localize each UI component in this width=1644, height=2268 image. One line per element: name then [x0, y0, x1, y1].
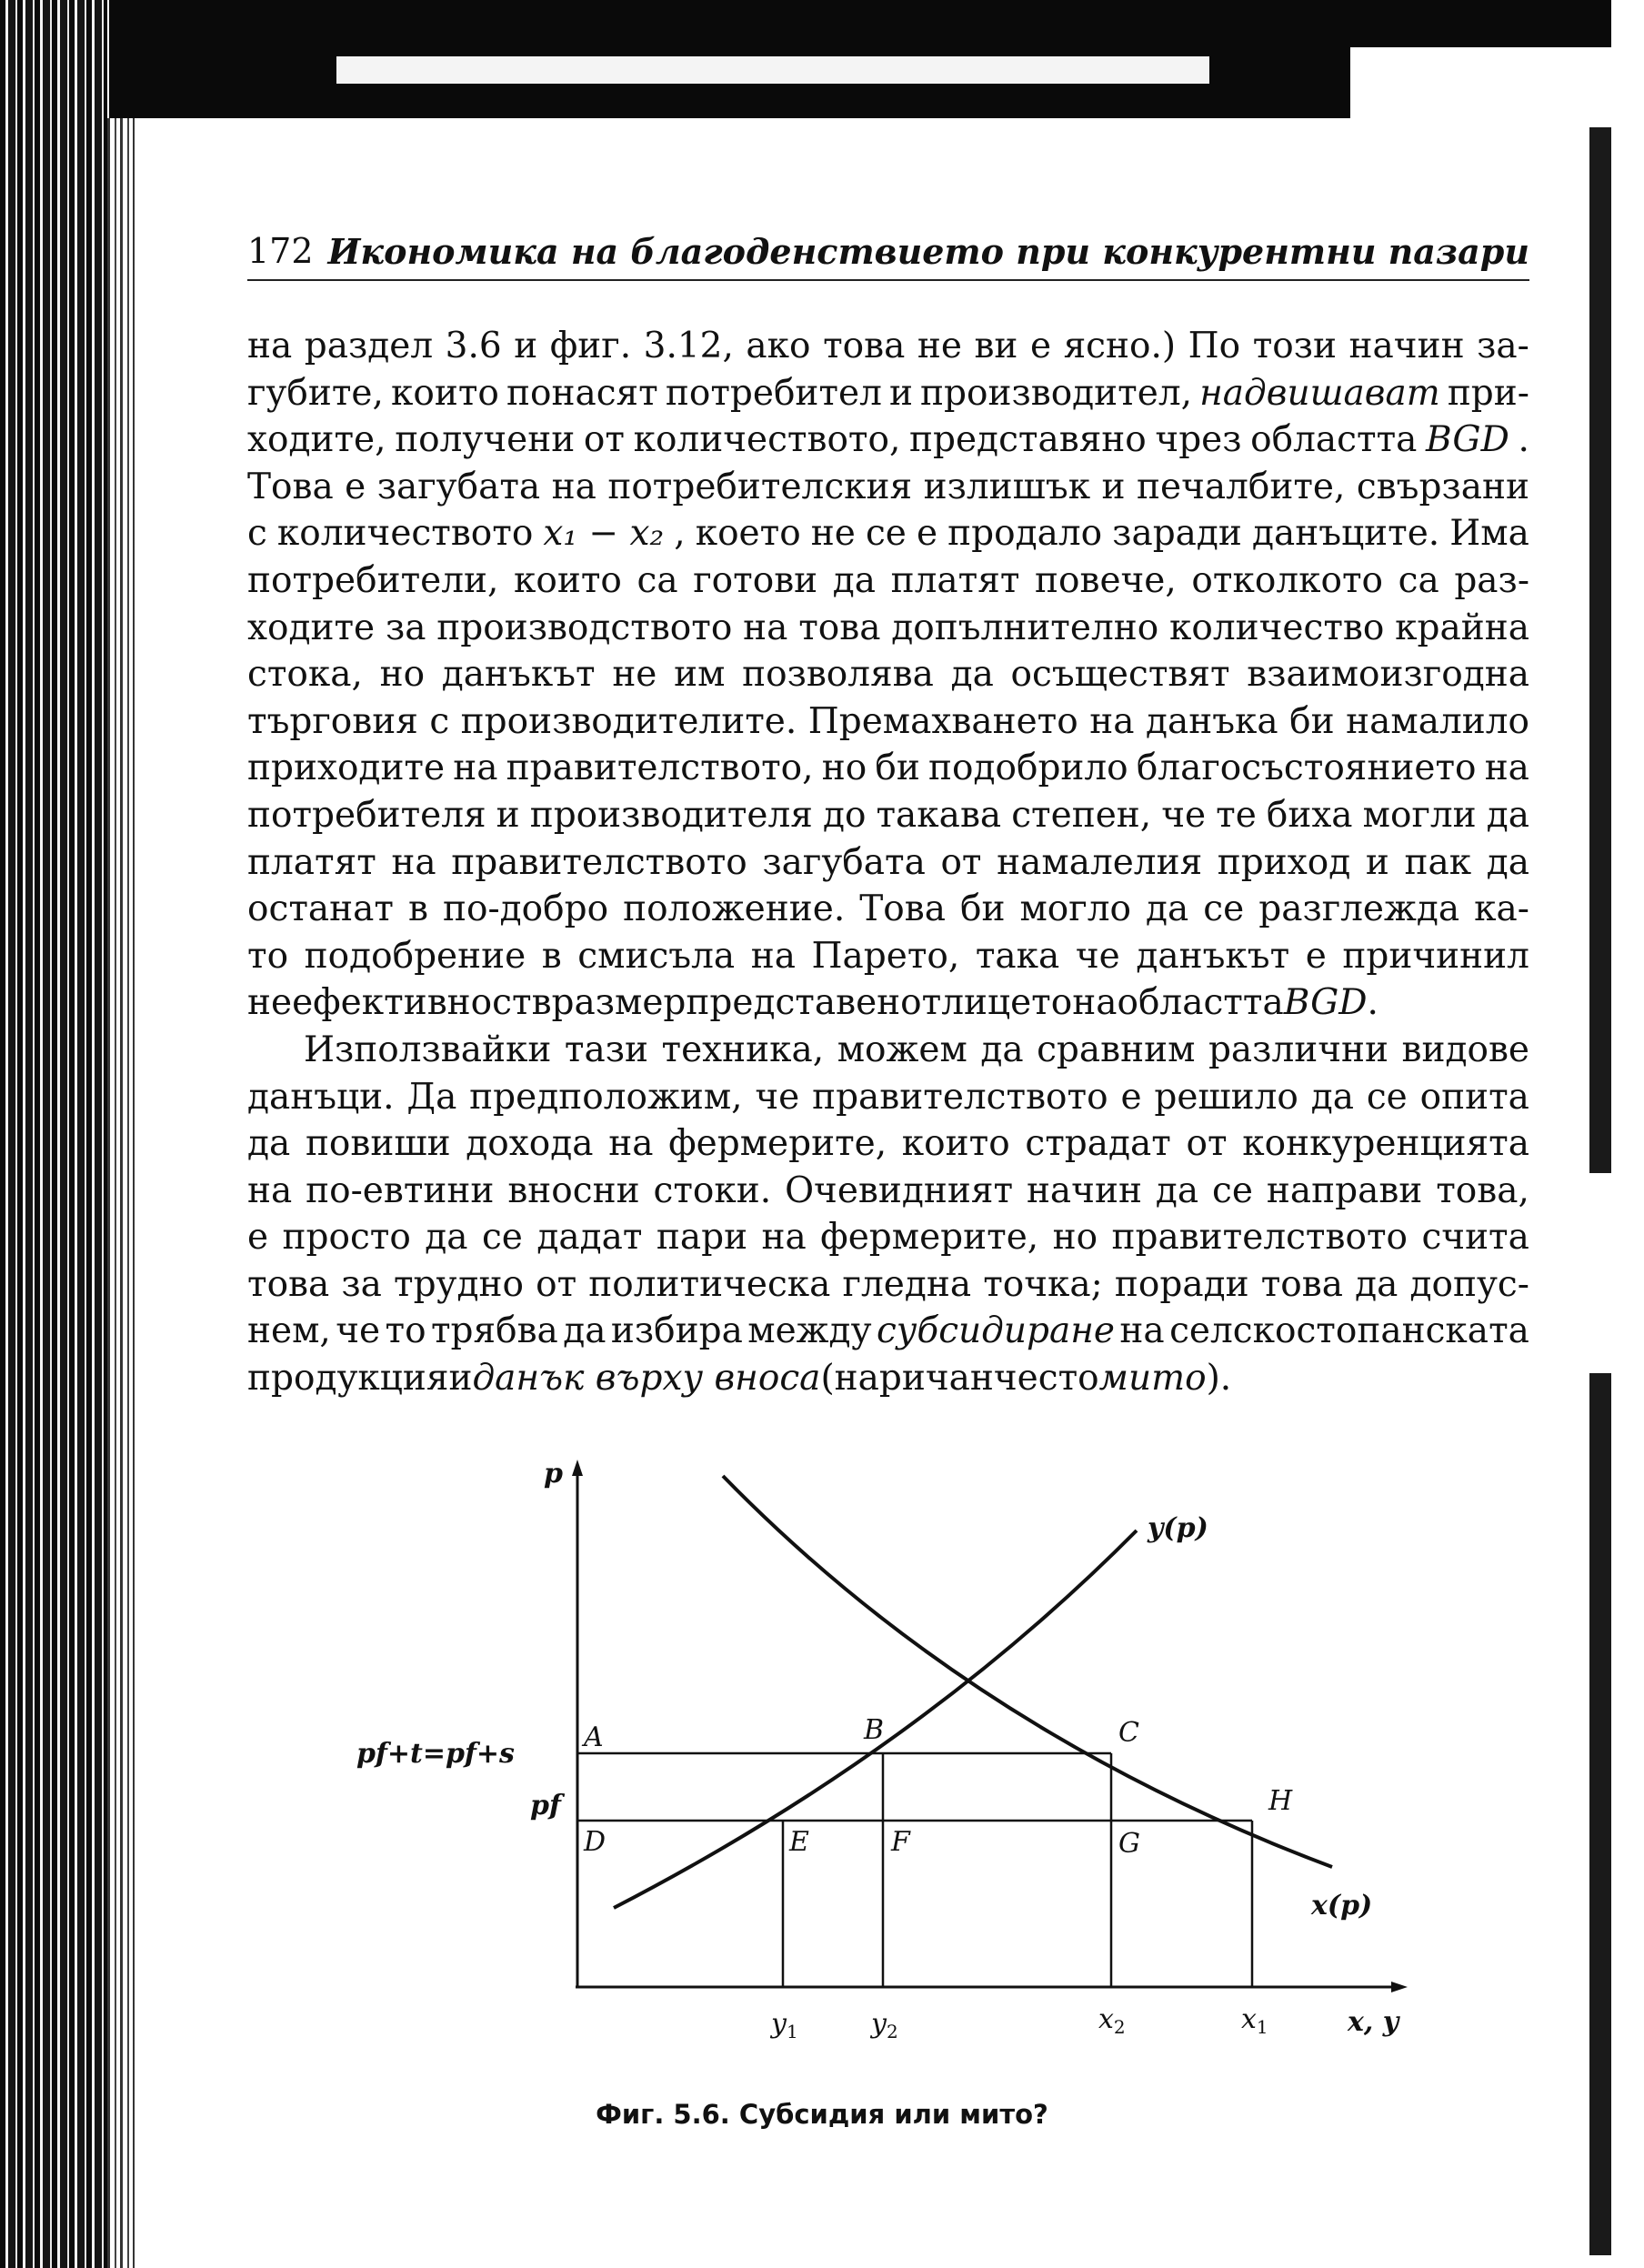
running-title: Икономика на благоденствието при конкурентни пазари: [327, 231, 1529, 272]
point-A: A: [584, 1721, 604, 1753]
text-line: на раздел 3.6 и фиг. 3.12, ако това не ви е ясно.) По този начин за-: [247, 326, 1529, 366]
text-line: ходите за производството на това допълнително количество крайна: [247, 607, 1529, 648]
text-line: търговия с производителите. Премахването на данъка би намалило: [247, 700, 1529, 742]
point-F: F: [891, 1826, 910, 1858]
price-label-high: pf+t=pf+s: [356, 1738, 515, 1770]
math-symbol: BGD: [1426, 419, 1509, 461]
point-E: E: [789, 1826, 809, 1858]
text-line: Използвайки тази техника, можем да сравним различни видове: [304, 1029, 1529, 1070]
scan-margin-right: [1611, 0, 1644, 2268]
point-C: C: [1118, 1717, 1139, 1749]
demand-curve: [723, 1476, 1332, 1867]
scan-border-top-highlight: [336, 56, 1209, 84]
scan-border-left-inner: [107, 118, 135, 2268]
page-header: [247, 226, 1529, 280]
scan-border-right-upper: [1589, 127, 1611, 1173]
point-H: H: [1268, 1785, 1293, 1817]
tick-y1: $y_1$: [771, 2008, 798, 2042]
tick-x1: $x_1$: [1241, 2003, 1268, 2038]
price-label-low: pf: [530, 1790, 561, 1821]
math-symbol: x₁ − x₂: [543, 513, 665, 555]
paragraph-2: [247, 1027, 1529, 1402]
scan-border-left: [0, 0, 107, 2268]
page-number: 172: [247, 231, 314, 271]
text-line: потребители, които са готови да платят повече, отколкото са раз-: [247, 559, 1529, 601]
paragraph-1: [247, 323, 1529, 1027]
point-G: G: [1118, 1828, 1140, 1860]
demand-curve-label: x(p): [1311, 1890, 1373, 1922]
text-line: на по-евтини вносни стоки. Очевидният начин да се направи това,: [247, 1169, 1529, 1211]
x-axis-arrow: [1391, 1982, 1408, 1992]
text-line: продукция и данък върху вноса (наричан често мито ).: [247, 1355, 1529, 1402]
figure-5-6: [336, 1441, 1428, 2123]
text-line: потребителя и производителя до такава степен, че те биха могли да: [247, 794, 1529, 836]
emphasis-term: субсидиране: [876, 1310, 1115, 1352]
text-line: останат в по-добро положение. Това би могло да се разглежда ка-: [247, 888, 1529, 930]
tick-x2: $x_2$: [1098, 2003, 1126, 2038]
supply-curve-label: y(p): [1148, 1512, 1208, 1544]
text-line: платят на правителството загубата от намалелия приход и пак да: [247, 841, 1529, 883]
text-line: Това е загубата на потребителския излишък и печалбите, свързани: [247, 466, 1529, 507]
point-B: B: [864, 1714, 885, 1746]
header-rule: [247, 279, 1529, 281]
y-axis-arrow: [572, 1460, 583, 1476]
text-line: нем, че то трябва да избира между субсидиране на селскостопанската: [247, 1308, 1529, 1355]
text-line: данъци. Да предположим, че правителството е решило да се опита: [247, 1076, 1529, 1118]
text-line: това за трудно от политическа гледна точка; поради това да допус-: [247, 1263, 1529, 1305]
text-line: ходите, получени от количеството, представяно чрез областта BGD .: [247, 416, 1529, 464]
math-symbol: BGD: [1283, 982, 1368, 1024]
text-line: неефективност в размер представен от лицето на областта BGD .: [247, 979, 1529, 1027]
text-line: е просто да се дадат пари на фермерите, но правителството счита: [247, 1217, 1529, 1259]
x-axis-label: x, y: [1348, 2006, 1399, 2038]
emphasis-term: надвишават: [1199, 372, 1440, 414]
figure-caption: Фиг. 5.6. Субсидия или мито?: [596, 2099, 1048, 2130]
text-line: да повиши дохода на фермерите, които страдат от конкуренцията: [247, 1123, 1529, 1165]
text-line: с количеството x₁ − x₂ , което не се е продало заради данъците. Има: [247, 510, 1529, 557]
text-line: стока, но данъкът не им позволява да осъществят взаимоизгодна: [247, 654, 1529, 696]
text-line: приходите на правителството, но би подобрило благосъстоянието на: [247, 748, 1529, 789]
emphasis-term: мито: [1098, 1358, 1207, 1400]
text-line: губите, които понасят потребител и производител, надвишават при-: [247, 370, 1529, 417]
point-D: D: [584, 1826, 606, 1858]
tick-y2: $y_2$: [871, 2008, 898, 2042]
scan-border-top: [109, 0, 1644, 47]
text-line: то подобрение в смисъла на Парето, така че данъкът е причинил: [247, 935, 1529, 977]
y-axis-label: p: [544, 1458, 563, 1490]
body-text: [247, 323, 1529, 1402]
emphasis-term: данък върху вноса: [472, 1358, 821, 1400]
